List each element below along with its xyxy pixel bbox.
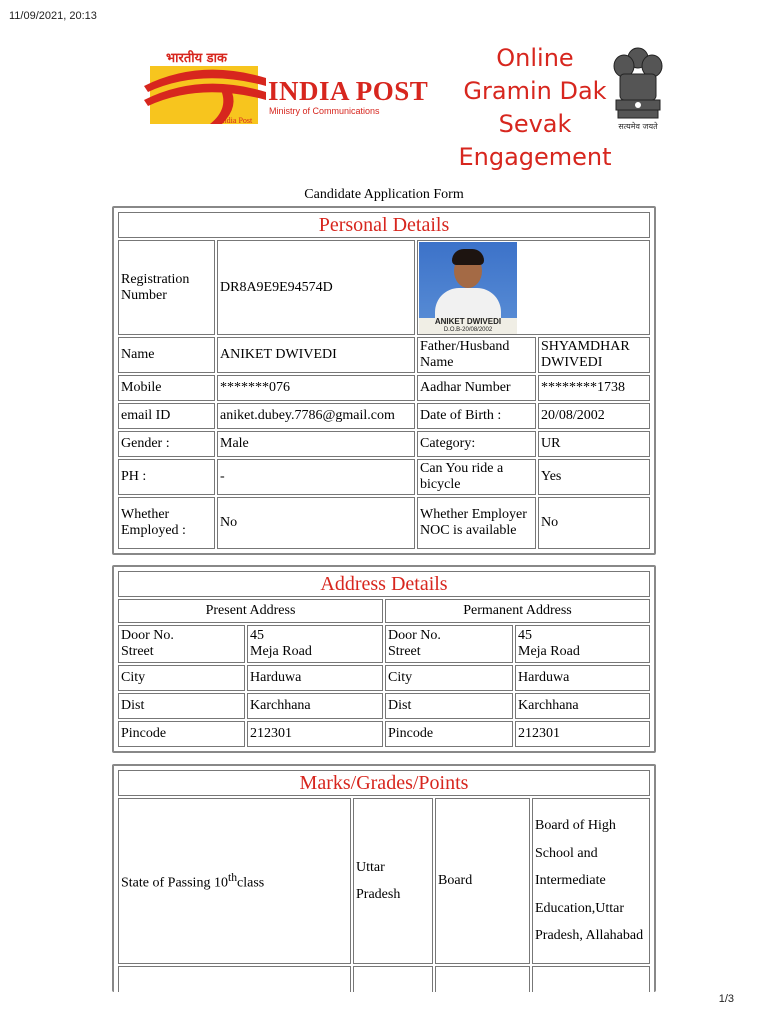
photo-cell (417, 240, 650, 335)
bicycle-value: Yes (538, 459, 650, 495)
present-street: Meja Road (250, 644, 312, 659)
permanent-city-label: City (385, 665, 513, 691)
present-door-number: 45 (250, 628, 264, 643)
address-details-table (116, 569, 652, 749)
address-details-heading: Address Details (118, 571, 650, 597)
noc-value: No (538, 497, 650, 549)
door-label: Door No. (121, 628, 174, 643)
photo-caption-dob: D.O.B-20/08/2002 (443, 327, 493, 333)
present-city-value: Harduwa (247, 665, 383, 691)
page-number: 1/3 (718, 993, 734, 1005)
permanent-door-label (385, 625, 513, 663)
permanent-dist-label: Dist (385, 693, 513, 719)
present-door-value (247, 625, 383, 663)
next-row-cell (532, 966, 650, 992)
photo-caption (419, 318, 517, 334)
bicycle-label: Can You ride a bicycle (417, 459, 536, 495)
permanent-street: Meja Road (518, 644, 580, 659)
category-value: UR (538, 431, 650, 457)
registration-value: DR8A9E9E94574D (217, 240, 415, 335)
next-row-cell (435, 966, 530, 992)
ph-label: PH : (118, 459, 215, 495)
personal-details-table (116, 210, 652, 551)
logo-ministry: Ministry of Communications (269, 106, 380, 116)
present-address-heading: Present Address (118, 599, 383, 623)
marks-section (112, 764, 656, 992)
logo-hindi-text: भारतीय डाक (166, 51, 227, 66)
name-label: Name (118, 337, 215, 373)
india-post-logo (140, 48, 460, 133)
street-label: Street (121, 644, 154, 659)
employed-label: Whether Employed : (118, 497, 215, 549)
permanent-dist-value: Karchhana (515, 693, 650, 719)
portal-title-line: Sevak (498, 110, 572, 138)
present-dist-value: Karchhana (247, 693, 383, 719)
email-value: aniket.dubey.7786@gmail.com (217, 403, 415, 429)
email-label: email ID (118, 403, 215, 429)
present-dist-label: Dist (118, 693, 245, 719)
personal-details-section (112, 206, 656, 555)
present-door-label (118, 625, 245, 663)
state-label-text: State of Passing 10 (121, 875, 228, 891)
form-title: Candidate Application Form (304, 187, 464, 202)
logo-small-text: India Post (220, 116, 253, 125)
present-pincode-value: 212301 (247, 721, 383, 747)
present-pincode-label: Pincode (118, 721, 245, 747)
door-label: Door No. (388, 628, 441, 643)
logo-title: INDIA POST (268, 76, 429, 106)
aadhar-value: ********1738 (538, 375, 650, 401)
board-label: Board (435, 798, 530, 964)
portal-title (450, 42, 620, 174)
father-name-label: Father/Husband Name (417, 337, 536, 373)
aadhar-label: Aadhar Number (417, 375, 536, 401)
father-name-value: SHYAMDHAR DWIVEDI (538, 337, 650, 373)
board-value: Board of High School and Intermediate Education,Uttar Pradesh, Allahabad (532, 798, 650, 964)
state-label-suffix: class (237, 875, 265, 891)
mobile-value: *******076 (217, 375, 415, 401)
permanent-door-number: 45 (518, 628, 532, 643)
photo-caption-name: ANIKET DWIVEDI (434, 317, 502, 326)
permanent-door-value (515, 625, 650, 663)
gender-value: Male (217, 431, 415, 457)
category-label: Category: (417, 431, 536, 457)
emblem-caption: सत्यमेव जयते (618, 122, 658, 131)
address-details-section (112, 565, 656, 753)
name-value: ANIKET DWIVEDI (217, 337, 415, 373)
state-of-passing-value: Uttar Pradesh (353, 798, 433, 964)
marks-table (116, 768, 652, 992)
street-label: Street (388, 644, 421, 659)
print-timestamp: 11/09/2021, 20:13 (9, 10, 97, 22)
gender-label: Gender : (118, 431, 215, 457)
ph-value: - (217, 459, 415, 495)
next-row-cell (118, 966, 351, 992)
permanent-city-value: Harduwa (515, 665, 650, 691)
permanent-address-heading: Permanent Address (385, 599, 650, 623)
registration-label: Registration Number (118, 240, 215, 335)
permanent-pincode-label: Pincode (385, 721, 513, 747)
mobile-label: Mobile (118, 375, 215, 401)
personal-details-heading: Personal Details (118, 212, 650, 238)
state-of-passing-label (118, 798, 351, 964)
employed-value: No (217, 497, 415, 549)
portal-title-line: Online (496, 44, 574, 72)
candidate-photo (419, 242, 517, 334)
dob-label: Date of Birth : (417, 403, 536, 429)
dob-value: 20/08/2002 (538, 403, 650, 429)
portal-title-line: Gramin Dak (463, 77, 607, 105)
portal-title-line: Engagement (458, 143, 612, 171)
present-city-label: City (118, 665, 245, 691)
permanent-pincode-value: 212301 (515, 721, 650, 747)
state-label-sup: th (227, 871, 238, 885)
noc-label: Whether Employer NOC is available (417, 497, 536, 549)
marks-heading: Marks/Grades/Points (118, 770, 650, 796)
next-row-cell (353, 966, 433, 992)
